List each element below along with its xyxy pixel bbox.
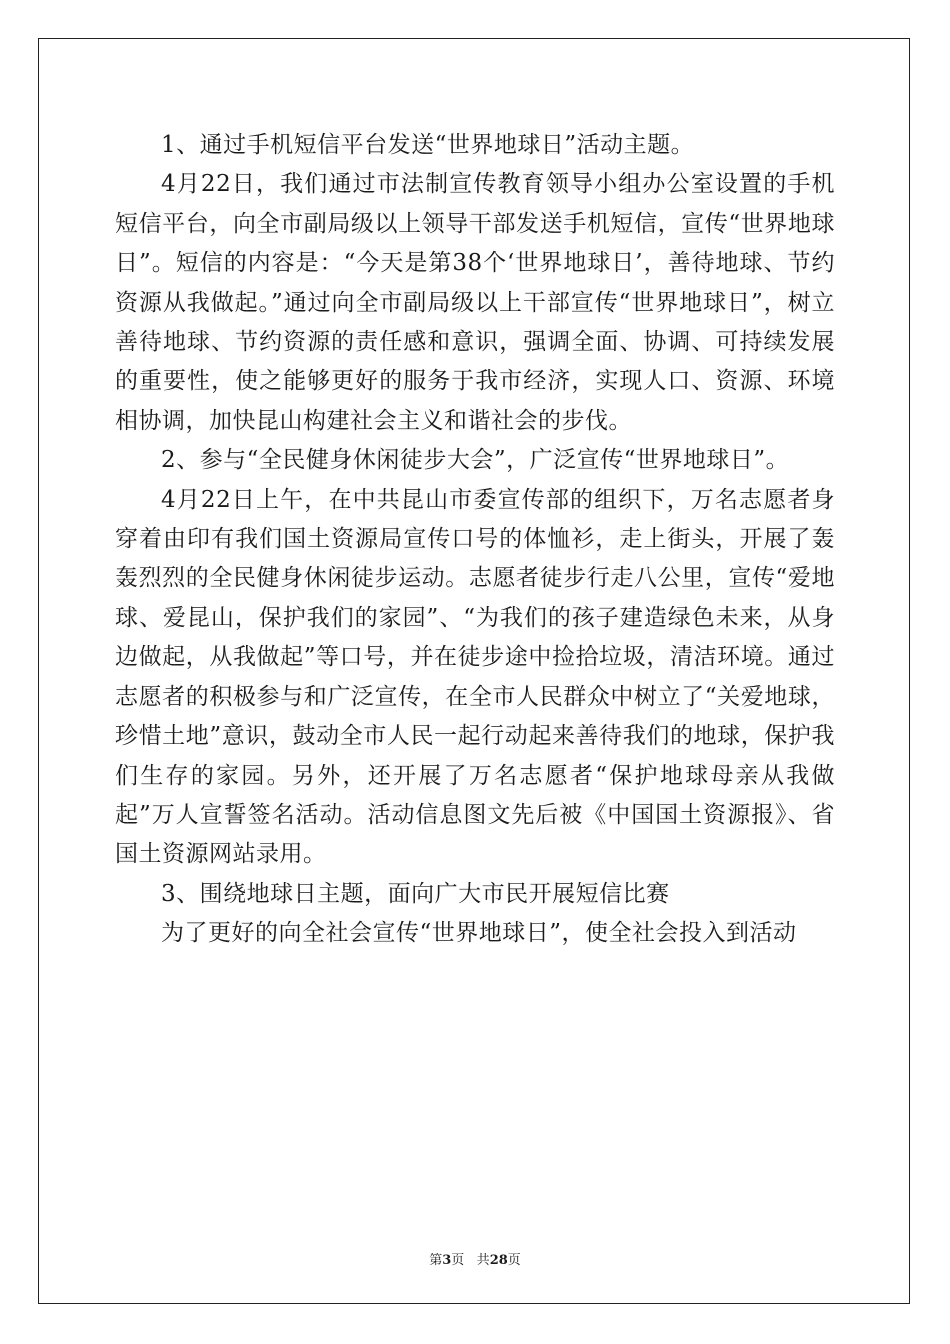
footer-page-suffix: 页 [451, 1253, 465, 1268]
footer-total-suffix: 页 [507, 1253, 521, 1268]
page-footer [0, 1249, 950, 1268]
paragraph-6: 为了更好的向全社会宣传“世界地球日”，使全社会投入到活动 [161, 920, 797, 947]
total-pages-number: 28 [489, 1253, 508, 1268]
paragraph-2: 4月22日，我们通过市法制宣传教育领导小组办公室设置的手机短信平台，向全市副局级以上领导干部发送手机短信，宣传“世界地球日”。短信的内容是：“今天是第38个‘世界地球日’，善待地球、节约资源从我做起。”通过向全市副局级以上干部宣传“世界地球日”，树立善待地球、节约资源的责任感和意识，强调全面、协调、可持续发展的重要性，使之能够更好的服务于我市经济，实现人口、资源、环境相协调，加快昆山构建社会主义和谐社会的步伐。 [115, 171, 835, 434]
paragraph-4: 4月22日上午，在中共昆山市委宣传部的组织下，万名志愿者身穿着由印有我们国土资源局宣传口号的体恤衫，走上街头，开展了轰轰烈烈的全民健身休闲徒步运动。志愿者徒步行走八公里，宣传“爱地球、爱昆山，保护我们的家园”、“为我们的孩子建造绿色未来，从身边做起，从我做起”等口号，并在徒步途中捡拾垃圾，清洁环境。通过志愿者的积极参与和广泛宣传，在全市人民群众中树立了“关爱地球，珍惜土地”意识，鼓动全市人民一起行动起来善待我们的地球，保护我们生存的家园。另外，还开展了万名志愿者“保护地球母亲从我做起”万人宣誓签名活动。活动信息图文先后被《中国国土资源报》、省国土资源网站录用。 [115, 486, 835, 868]
paragraph-1: 1、通过手机短信平台发送“世界地球日”活动主题。 [161, 132, 695, 158]
footer-total-prefix: 共 [476, 1253, 490, 1268]
footer-prefix: 第 [429, 1253, 443, 1268]
document-body [115, 126, 835, 954]
current-page-number: 3 [442, 1253, 452, 1268]
paragraph-5: 3、围绕地球日主题，面向广大市民开展短信比赛 [161, 880, 670, 907]
paragraph-3: 2、参与“全民健身休闲徒步大会”，广泛宣传“世界地球日”。 [161, 447, 790, 474]
